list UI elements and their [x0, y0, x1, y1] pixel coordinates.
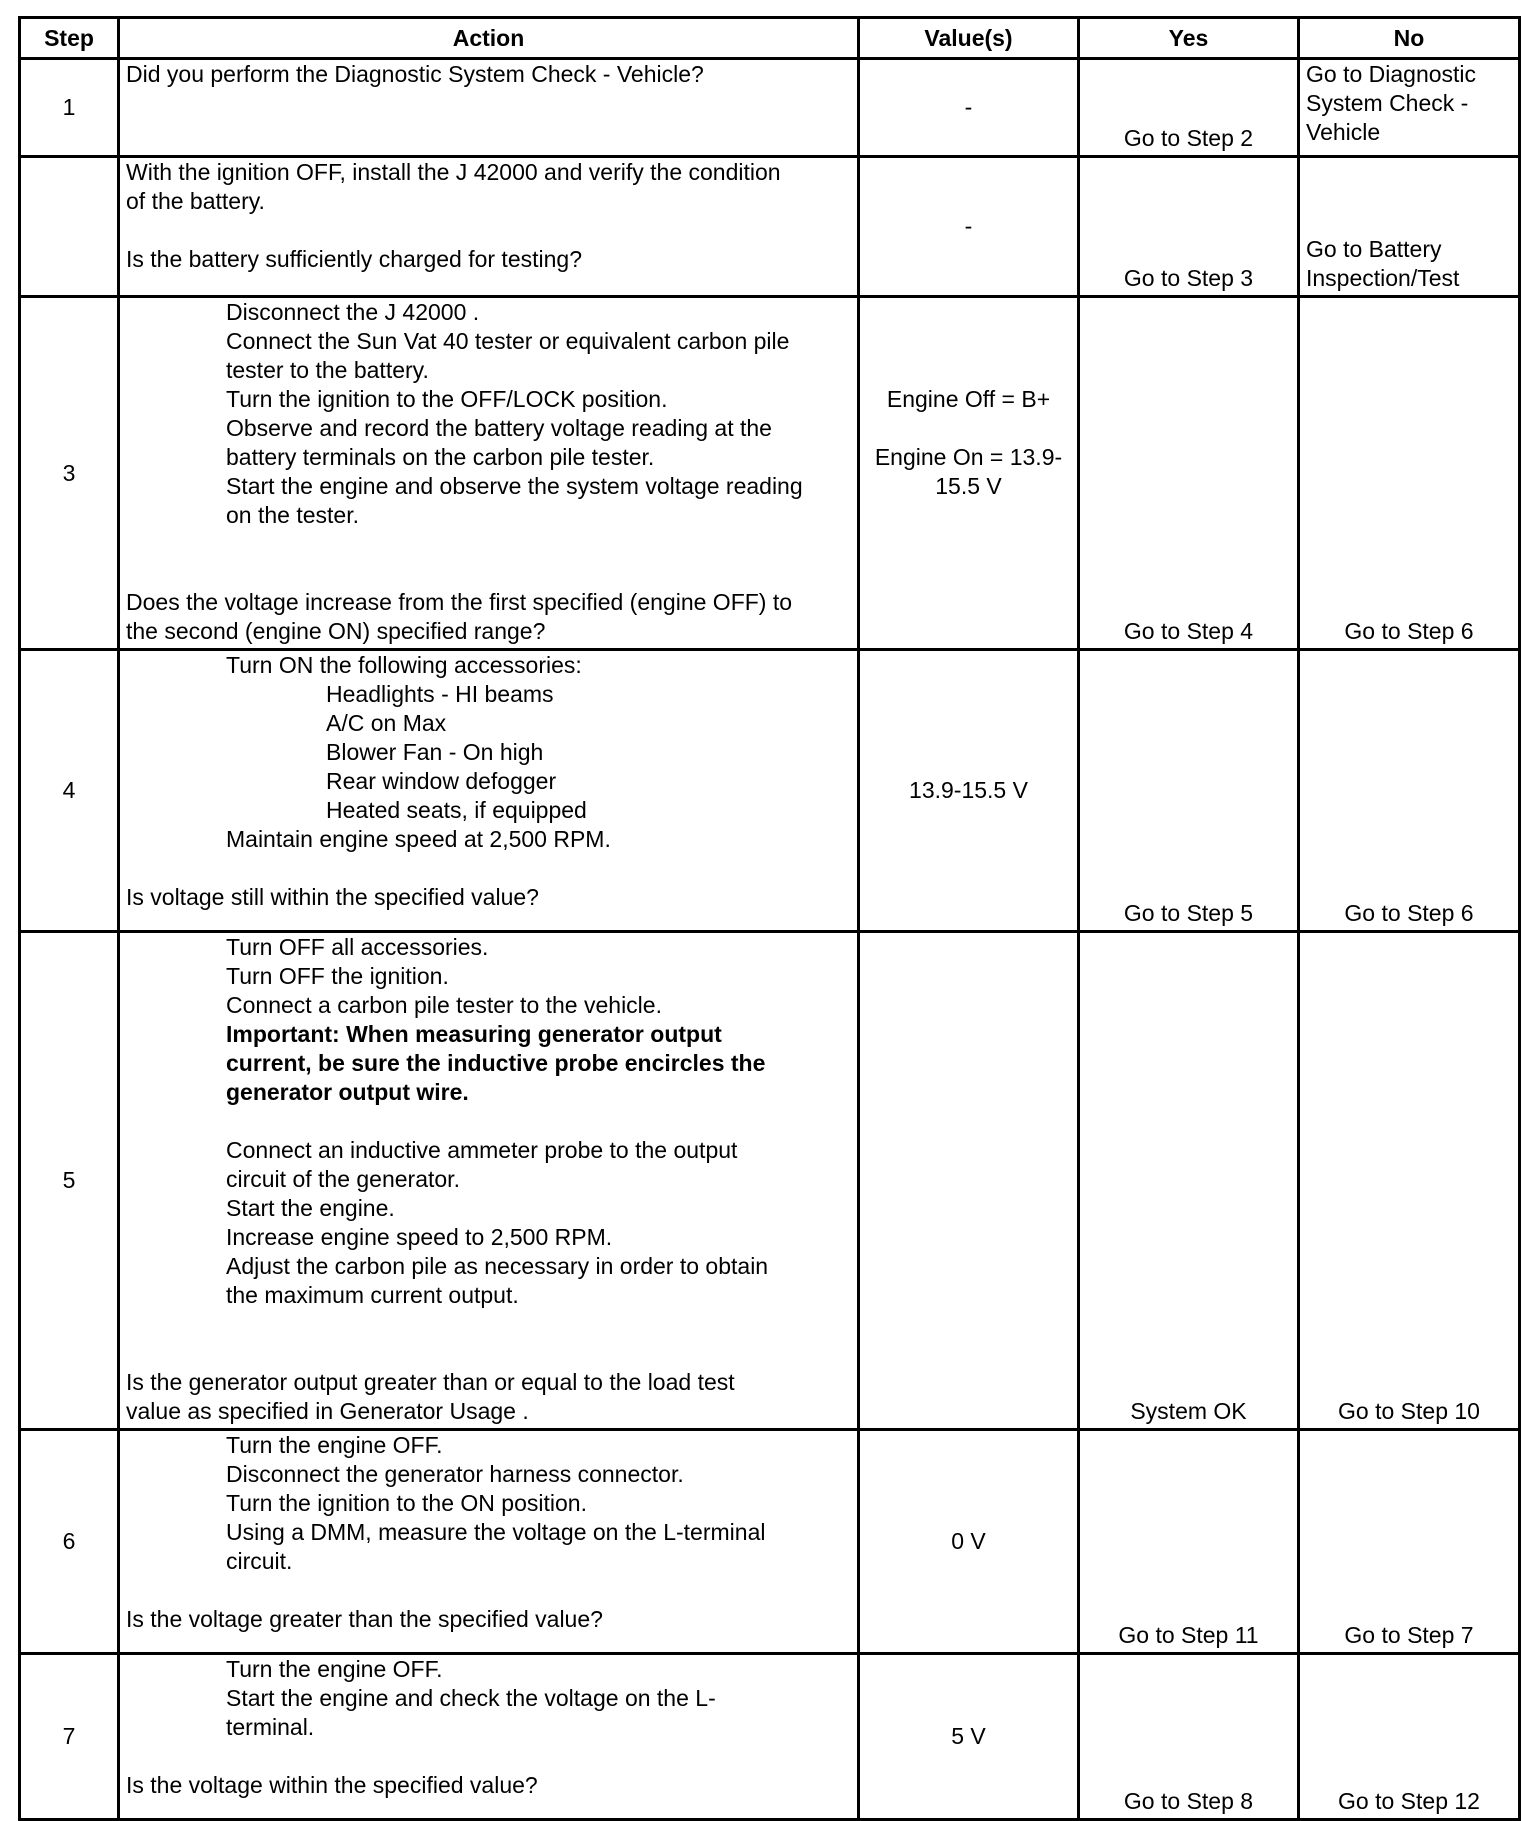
value-text: 0 V: [951, 1528, 986, 1554]
question-text: the second (engine ON) specified range?: [126, 618, 546, 644]
value-text: -: [964, 213, 973, 239]
no-text: System Check -: [1306, 90, 1469, 116]
table-row: [20, 1654, 1520, 1820]
table-row: [20, 157, 1520, 297]
no-cell: Go to Step 10: [1299, 932, 1520, 1430]
action-text: on the tester.: [226, 502, 359, 528]
yes-cell: Go to Step 8: [1079, 1654, 1299, 1820]
no-cell: Go to Step 6: [1299, 297, 1520, 650]
action-cell: [119, 1430, 859, 1654]
table-row: [20, 59, 1520, 157]
action-text: Connect a carbon pile tester to the vehicle.: [226, 992, 662, 1018]
action-text: Turn the engine OFF.: [226, 1432, 443, 1458]
header-row: [20, 18, 1520, 59]
table-row: [20, 932, 1520, 1430]
question-text: Is the generator output greater than or equal to the load test: [126, 1369, 735, 1395]
action-text: Turn the ignition to the ON position.: [226, 1490, 587, 1516]
step-number: [20, 157, 119, 297]
header-no: No: [1299, 18, 1520, 59]
important-note: generator output wire.: [226, 1079, 469, 1105]
action-cell: [119, 297, 859, 650]
sub-item-text: Headlights - HI beams: [326, 681, 554, 707]
table-row: [20, 650, 1520, 932]
value-text: 13.9-15.5 V: [909, 777, 1028, 803]
action-text: Adjust the carbon pile as necessary in order to obtain: [226, 1253, 769, 1279]
sub-item-text: Blower Fan - On high: [326, 739, 544, 765]
action-text: circuit of the generator.: [226, 1166, 460, 1192]
action-text: Turn the engine OFF.: [226, 1656, 443, 1682]
action-text: Connect an inductive ammeter probe to the output: [226, 1137, 738, 1163]
action-cell: [119, 650, 859, 932]
step-number: 5: [20, 932, 119, 1430]
action-text: Increase engine speed to 2,500 RPM.: [226, 1224, 613, 1250]
action-text: Did you perform the Diagnostic System Check - Vehicle?: [126, 61, 704, 87]
no-cell: [1299, 59, 1520, 157]
question-text: Is the battery sufficiently charged for testing?: [126, 246, 582, 272]
header-values: Value(s): [859, 18, 1079, 59]
header-yes: Yes: [1079, 18, 1299, 59]
step-number: 4: [20, 650, 119, 932]
action-text: circuit.: [226, 1548, 293, 1574]
no-text: Inspection/Test: [1306, 265, 1460, 291]
yes-cell: System OK: [1079, 932, 1299, 1430]
sub-item-text: Heated seats, if equipped: [326, 797, 587, 823]
value-text: Engine Off = B+: [886, 386, 1051, 412]
header-action: Action: [119, 18, 859, 59]
action-text: Start the engine.: [226, 1195, 395, 1221]
yes-cell: Go to Step 2: [1079, 59, 1299, 157]
yes-cell: Go to Step 3: [1079, 157, 1299, 297]
action-text: Turn OFF all accessories.: [226, 934, 489, 960]
header-step: Step: [20, 18, 119, 59]
yes-cell: Go to Step 11: [1079, 1430, 1299, 1654]
action-text: With the ignition OFF, install the J 42000 and verify the condition: [126, 159, 781, 185]
action-text: of the battery.: [126, 188, 265, 214]
value-cell: [859, 59, 1079, 157]
action-text: Turn ON the following accessories:: [226, 652, 582, 678]
sub-item-text: A/C on Max: [326, 710, 447, 736]
value-cell: [859, 650, 1079, 932]
action-cell: [119, 1654, 859, 1820]
action-text: Start the engine and check the voltage on the L-: [226, 1685, 716, 1711]
table-row: [20, 1430, 1520, 1654]
value-text: 15.5 V: [935, 473, 1002, 499]
table-row: [20, 297, 1520, 650]
no-cell: Go to Step 6: [1299, 650, 1520, 932]
value-cell: [859, 157, 1079, 297]
action-text: Turn OFF the ignition.: [226, 963, 449, 989]
value-cell: [859, 1654, 1079, 1820]
action-text: Observe and record the battery voltage reading at the: [226, 415, 772, 441]
important-note: Important: When measuring generator output: [226, 1021, 722, 1047]
value-text: -: [964, 94, 973, 120]
question-text: Is the voltage greater than the specified value?: [126, 1606, 603, 1632]
no-text: Go to Diagnostic: [1306, 61, 1477, 87]
action-text: Maintain engine speed at 2,500 RPM.: [226, 826, 611, 852]
action-text: tester to the battery.: [226, 357, 429, 383]
value-cell: [859, 1430, 1079, 1654]
diagnostic-table: [18, 16, 1521, 1821]
step-number: 7: [20, 1654, 119, 1820]
important-note: current, be sure the inductive probe encircles the: [226, 1050, 766, 1076]
value-cell: [859, 297, 1079, 650]
action-text: terminal.: [226, 1714, 315, 1740]
action-text: Start the engine and observe the system voltage reading: [226, 473, 803, 499]
yes-cell: Go to Step 4: [1079, 297, 1299, 650]
no-cell: Go to Step 7: [1299, 1430, 1520, 1654]
no-text: Go to Battery: [1306, 236, 1442, 262]
action-text: Using a DMM, measure the voltage on the L-terminal: [226, 1519, 766, 1545]
no-text: Vehicle: [1306, 119, 1381, 145]
question-text: Does the voltage increase from the first specified (engine OFF) to: [126, 589, 793, 615]
value-text: 5 V: [951, 1723, 986, 1749]
sub-item-text: Rear window defogger: [326, 768, 557, 794]
question-text: value as specified in Generator Usage .: [126, 1398, 529, 1424]
action-text: Disconnect the generator harness connector.: [226, 1461, 684, 1487]
question-text: Is the voltage within the specified value?: [126, 1772, 538, 1798]
action-text: the maximum current output.: [226, 1282, 519, 1308]
step-number: 3: [20, 297, 119, 650]
action-cell: [119, 932, 859, 1430]
action-cell: [119, 59, 859, 157]
value-cell: [859, 932, 1079, 1430]
action-text: battery terminals on the carbon pile tester.: [226, 444, 655, 470]
no-cell: [1299, 157, 1520, 297]
action-text: Connect the Sun Vat 40 tester or equivalent carbon pile: [226, 328, 790, 354]
step-number: 6: [20, 1430, 119, 1654]
action-cell: [119, 157, 859, 297]
action-text: Disconnect the J 42000 .: [226, 299, 480, 325]
action-text: Turn the ignition to the OFF/LOCK position.: [226, 386, 668, 412]
value-text: Engine On = 13.9-: [874, 444, 1063, 470]
step-number: 1: [20, 59, 119, 157]
yes-cell: Go to Step 5: [1079, 650, 1299, 932]
no-cell: Go to Step 12: [1299, 1654, 1520, 1820]
question-text: Is voltage still within the specified value?: [126, 884, 539, 910]
